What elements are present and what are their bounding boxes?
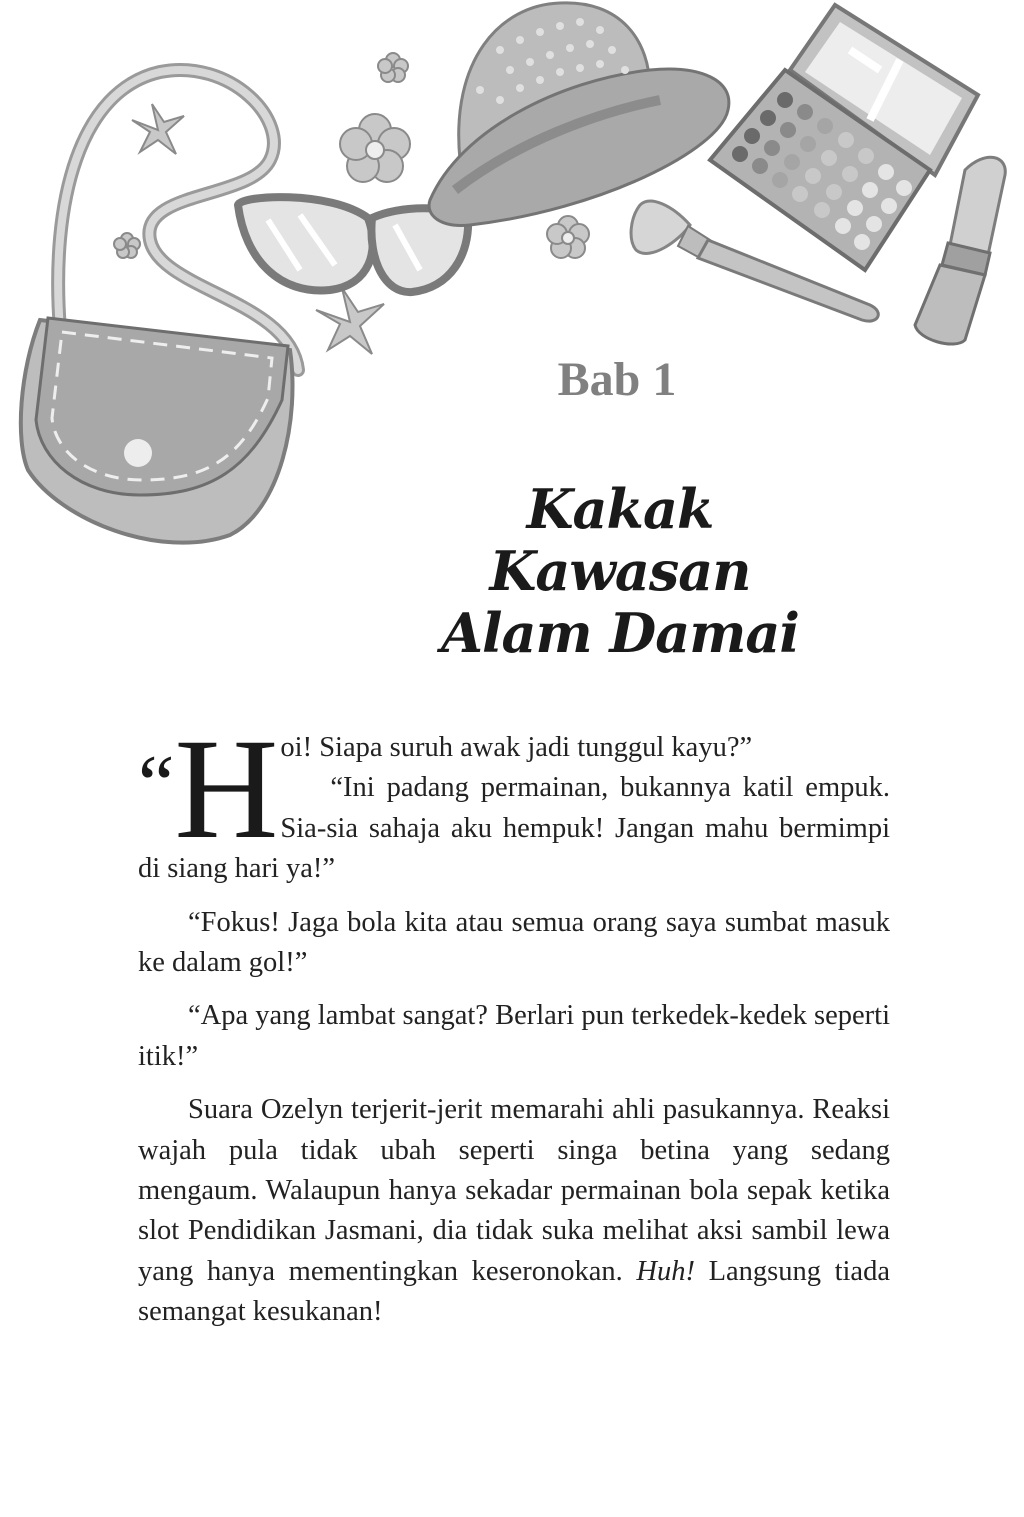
paragraph-4-italic: Huh!	[636, 1255, 695, 1287]
chapter-title-line-1: Kakak Kawasan	[489, 477, 751, 603]
paragraph-1-line-1: oi! Siapa suruh awak jadi tunggul kayu?”	[280, 732, 753, 763]
paragraph-4	[138, 1090, 890, 1332]
lipstick-icon	[915, 157, 1005, 344]
chapter-title-line-2: Alam Damai	[441, 601, 799, 665]
paragraph-1-rest: “Ini padang permainan, bukannya katil empuk. Sia-sia sahaja aku hempuk! Jangan mahu bermimpi di siang hari ya!”	[138, 772, 890, 885]
drop-cap-letter: H	[174, 710, 279, 869]
chapter-title	[390, 478, 850, 664]
eyeshadow-palette-icon	[710, 5, 978, 270]
paragraph-4-end: Langsung tiada semangat kesukanan!	[138, 1255, 890, 1328]
paragraph-2: “Fokus! Jaga bola kita atau semua orang saya sumbat masuk ke dalam gol!”	[138, 906, 890, 979]
drop-cap-quote: “	[138, 738, 175, 829]
chapter-number: Bab 1	[557, 353, 677, 406]
paragraph-3: “Apa yang lambat sangat? Berlari pun terkedek-kedek seperti itik!”	[138, 1000, 890, 1072]
drop-cap	[138, 710, 279, 869]
paragraph-4-main: Suara Ozelyn terjerit-jerit memarahi ahli pasukannya. Reaksi wajah pula tidak ubah seperti singa betina yang sedang mengaum. Walaupun hanya sekadar permainan bola sepak ketika slot Pendidikan Jasmani, dia tidak suka melihat aksi sambil lewa yang hanya mementingkan keseronokan.	[138, 1094, 890, 1287]
chapter-header-illustration	[0, 0, 1024, 560]
paragraph-1	[138, 710, 890, 890]
chapter-body-text	[138, 710, 890, 1346]
sun-hat-icon	[429, 3, 729, 226]
